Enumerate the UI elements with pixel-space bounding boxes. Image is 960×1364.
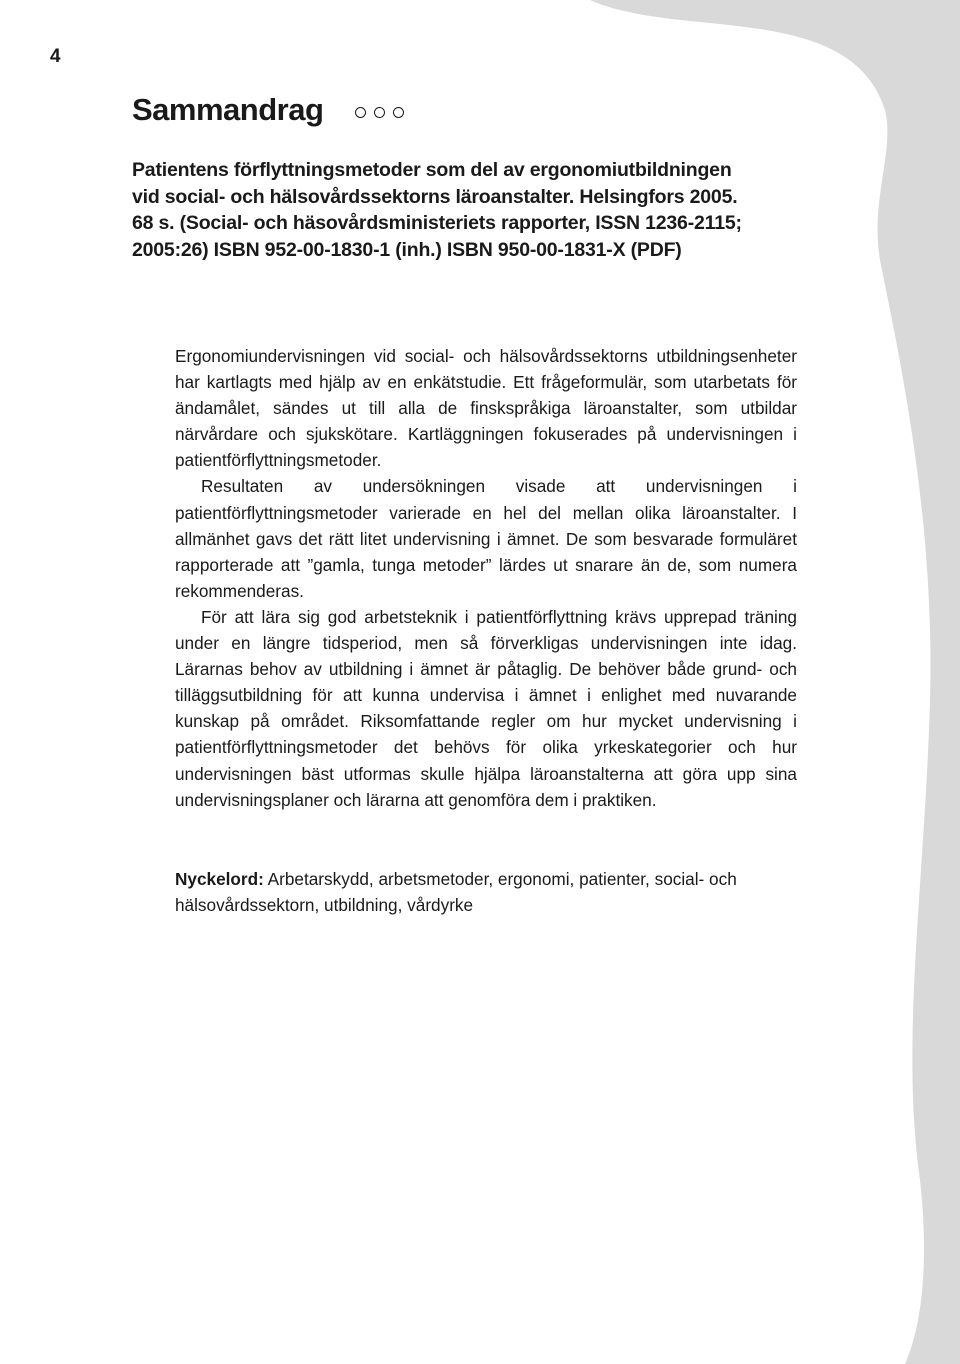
abstract-paragraph: Resultaten av undersökningen visade att undervisningen i patientförflyttningsmetoder varierade en hel del mellan olika läroanstalter. I allmänhet gavs det rätt litet undervisning i ämnet. De som besvarade formuläret rapporterade att ”gamla, tunga metoder” lärdes ut snarare än de, som numera rekommenderas. <box>175 476 797 601</box>
section-title: Sammandrag <box>132 92 324 127</box>
section-header <box>132 92 404 128</box>
page-number: 4 <box>50 46 61 67</box>
abstract <box>175 343 797 813</box>
citation-line: 2005:26) ISBN 952-00-1830-1 (inh.) ISBN 950-00-1831-X (PDF) <box>132 238 682 261</box>
circle-icon <box>355 107 366 118</box>
keywords <box>175 866 800 918</box>
circle-icon <box>393 107 404 118</box>
citation-line: Patientens förflyttningsmetoder som del av ergonomiutbildningen <box>132 159 732 181</box>
circle-icon <box>374 107 385 118</box>
abstract-paragraph: Ergonomiundervisningen vid social- och hälsovårdssektorns utbildningsenheter har kartlagts med hjälp av en enkätstudie. Ett frågeformulär, som utarbetats för ändamålet, sändes ut till alla de finskspråkiga läroanstalter, som utbildar närvårdare och sjukskötare. Kartläggningen fokuserades på undervisningen i patientförflyttningsmetoder. <box>175 346 797 471</box>
bibliographic-citation <box>132 157 792 263</box>
abstract-paragraph: För att lära sig god arbetsteknik i patientförflyttning krävs upprepad träning under en längre tidsperiod, men så förverkligas undervisningen inte idag. Lärarnas behov av utbildning i ämnet är påtaglig. De behöver både grund- och tilläggsutbildning för att kunna undervisa i ämnet i enlighet med nuvarande kunskap på området. Riksomfattande regler om hur mycket undervisning i patientförflyttningsmetoder det behövs för olika yrkeskategorier och hur undervisningen bäst utformas skulle hjälpa läroanstalterna att göra upp sina undervisningsplaner och lärarna att genomföra dem i praktiken. <box>175 606 797 810</box>
citation-line: vid social- och hälsovårdssektorns läroanstalter. Helsingfors 2005. <box>132 185 738 208</box>
keywords-text: Arbetarskydd, arbetsmetoder, ergonomi, patienter, social- och hälsovårdssektorn, utbildning, vårdyrke <box>175 869 737 916</box>
citation-line: 68 s. (Social- och häsovårdsministeriets rapporter, ISSN 1236-2115; <box>132 212 742 234</box>
keywords-label: Nyckelord: <box>175 869 264 889</box>
decorative-dots <box>355 107 404 118</box>
